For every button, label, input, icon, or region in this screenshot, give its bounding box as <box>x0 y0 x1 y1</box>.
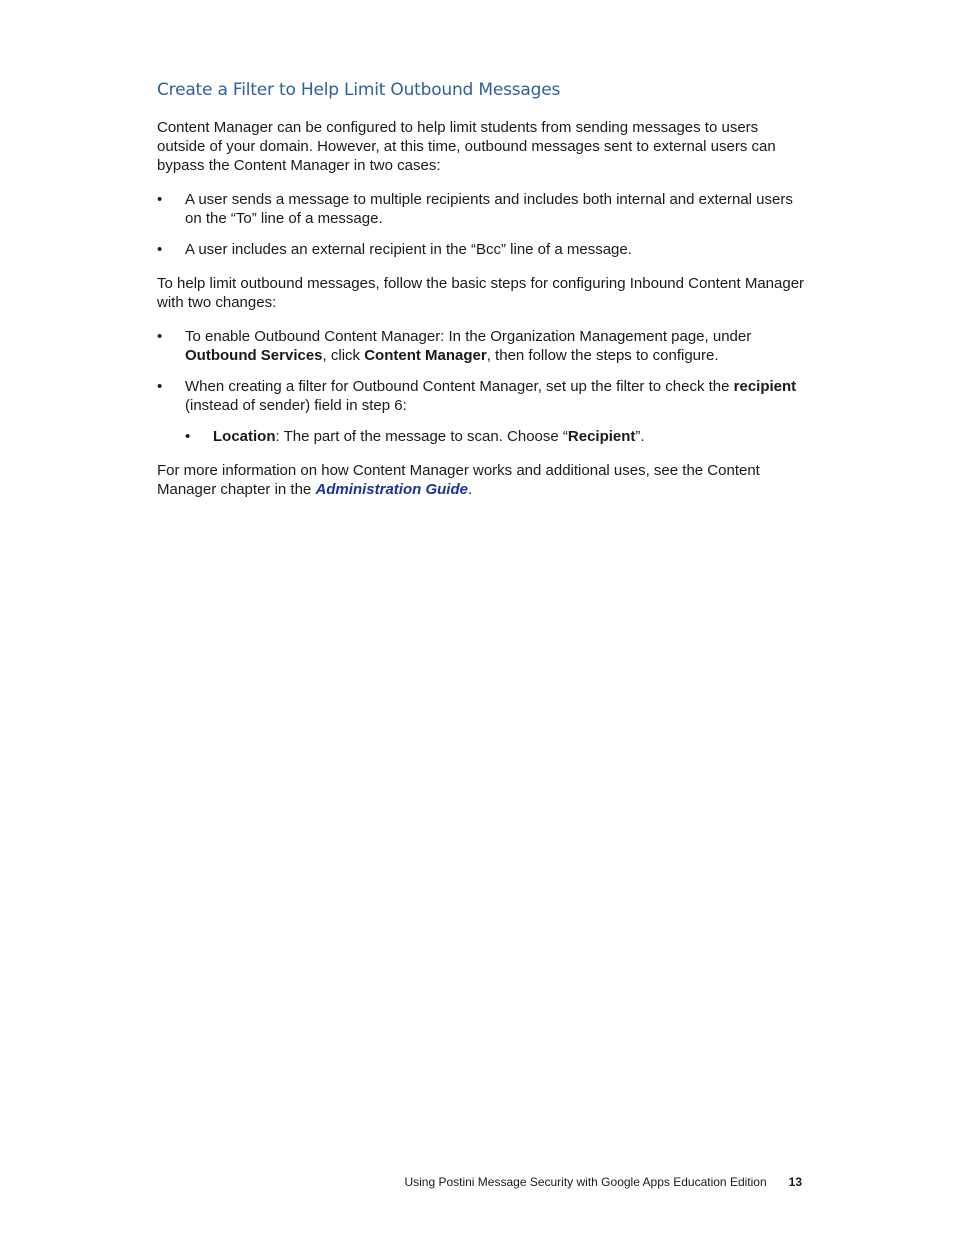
steps-intro-paragraph: To help limit outbound messages, follow the basic steps for configuring Inbound Content Manager with two changes: <box>157 275 805 311</box>
page-content <box>157 78 807 514</box>
changes-list <box>157 327 807 446</box>
footer-title: Using Postini Message Security with Google Apps Education Edition <box>404 1175 767 1189</box>
list-item <box>157 327 807 365</box>
sub-list <box>185 427 807 446</box>
list-item <box>157 240 807 259</box>
bullet-icon: • <box>185 428 191 445</box>
more-info-text: For more information on how Content Manager works and additional uses, see the Content Manager chapter in the <box>157 462 760 498</box>
page-number: 13 <box>788 1175 802 1189</box>
administration-guide-link[interactable]: Administration Guide <box>315 481 468 498</box>
change-text-part: When creating a filter for Outbound Content Manager, set up the filter to check the <box>185 378 734 395</box>
intro-paragraph: Content Manager can be configured to help limit students from sending messages to users outside of your domain. However, at this time, outbound messages sent to external users can bypass the Content Manager in two cases: <box>157 119 776 174</box>
case-text: A user sends a message to multiple recipients and includes both internal and external users on the “To” line of a message. <box>185 191 793 227</box>
change-text-part: (instead of sender) field in step 6: <box>185 397 407 414</box>
bullet-icon: • <box>157 241 163 258</box>
more-info-paragraph <box>157 461 807 499</box>
content-manager-term: Content Manager <box>364 347 487 364</box>
more-info-text: . <box>467 481 473 498</box>
recipient-choice-term: Recipient <box>567 428 636 445</box>
list-item <box>157 377 807 446</box>
change-text <box>185 378 796 414</box>
list-item <box>157 190 807 228</box>
cases-list <box>157 190 807 259</box>
change-text-part: , then follow the steps to configure. <box>486 347 719 364</box>
case-text: A user includes an external recipient in the “Bcc” line of a message. <box>185 241 632 258</box>
list-item <box>185 427 807 446</box>
recipient-term: recipient <box>733 378 797 395</box>
change-text-part: , click <box>322 347 365 364</box>
change-text <box>185 328 751 364</box>
bullet-icon: • <box>157 378 163 395</box>
outbound-services-term: Outbound Services <box>185 347 323 364</box>
section-title: Create a Filter to Help Limit Outbound Messages <box>157 80 561 100</box>
sub-item-text <box>213 428 645 445</box>
bullet-icon: • <box>157 328 163 345</box>
change-text-part: To enable Outbound Content Manager: In the Organization Management page, under <box>185 328 752 345</box>
location-term: Location <box>213 428 276 445</box>
sub-item-text-part: ”. <box>635 428 645 445</box>
bullet-icon: • <box>157 191 163 208</box>
sub-item-text-part: : The part of the message to scan. Choose “ <box>275 428 568 445</box>
page-footer <box>0 1174 802 1190</box>
